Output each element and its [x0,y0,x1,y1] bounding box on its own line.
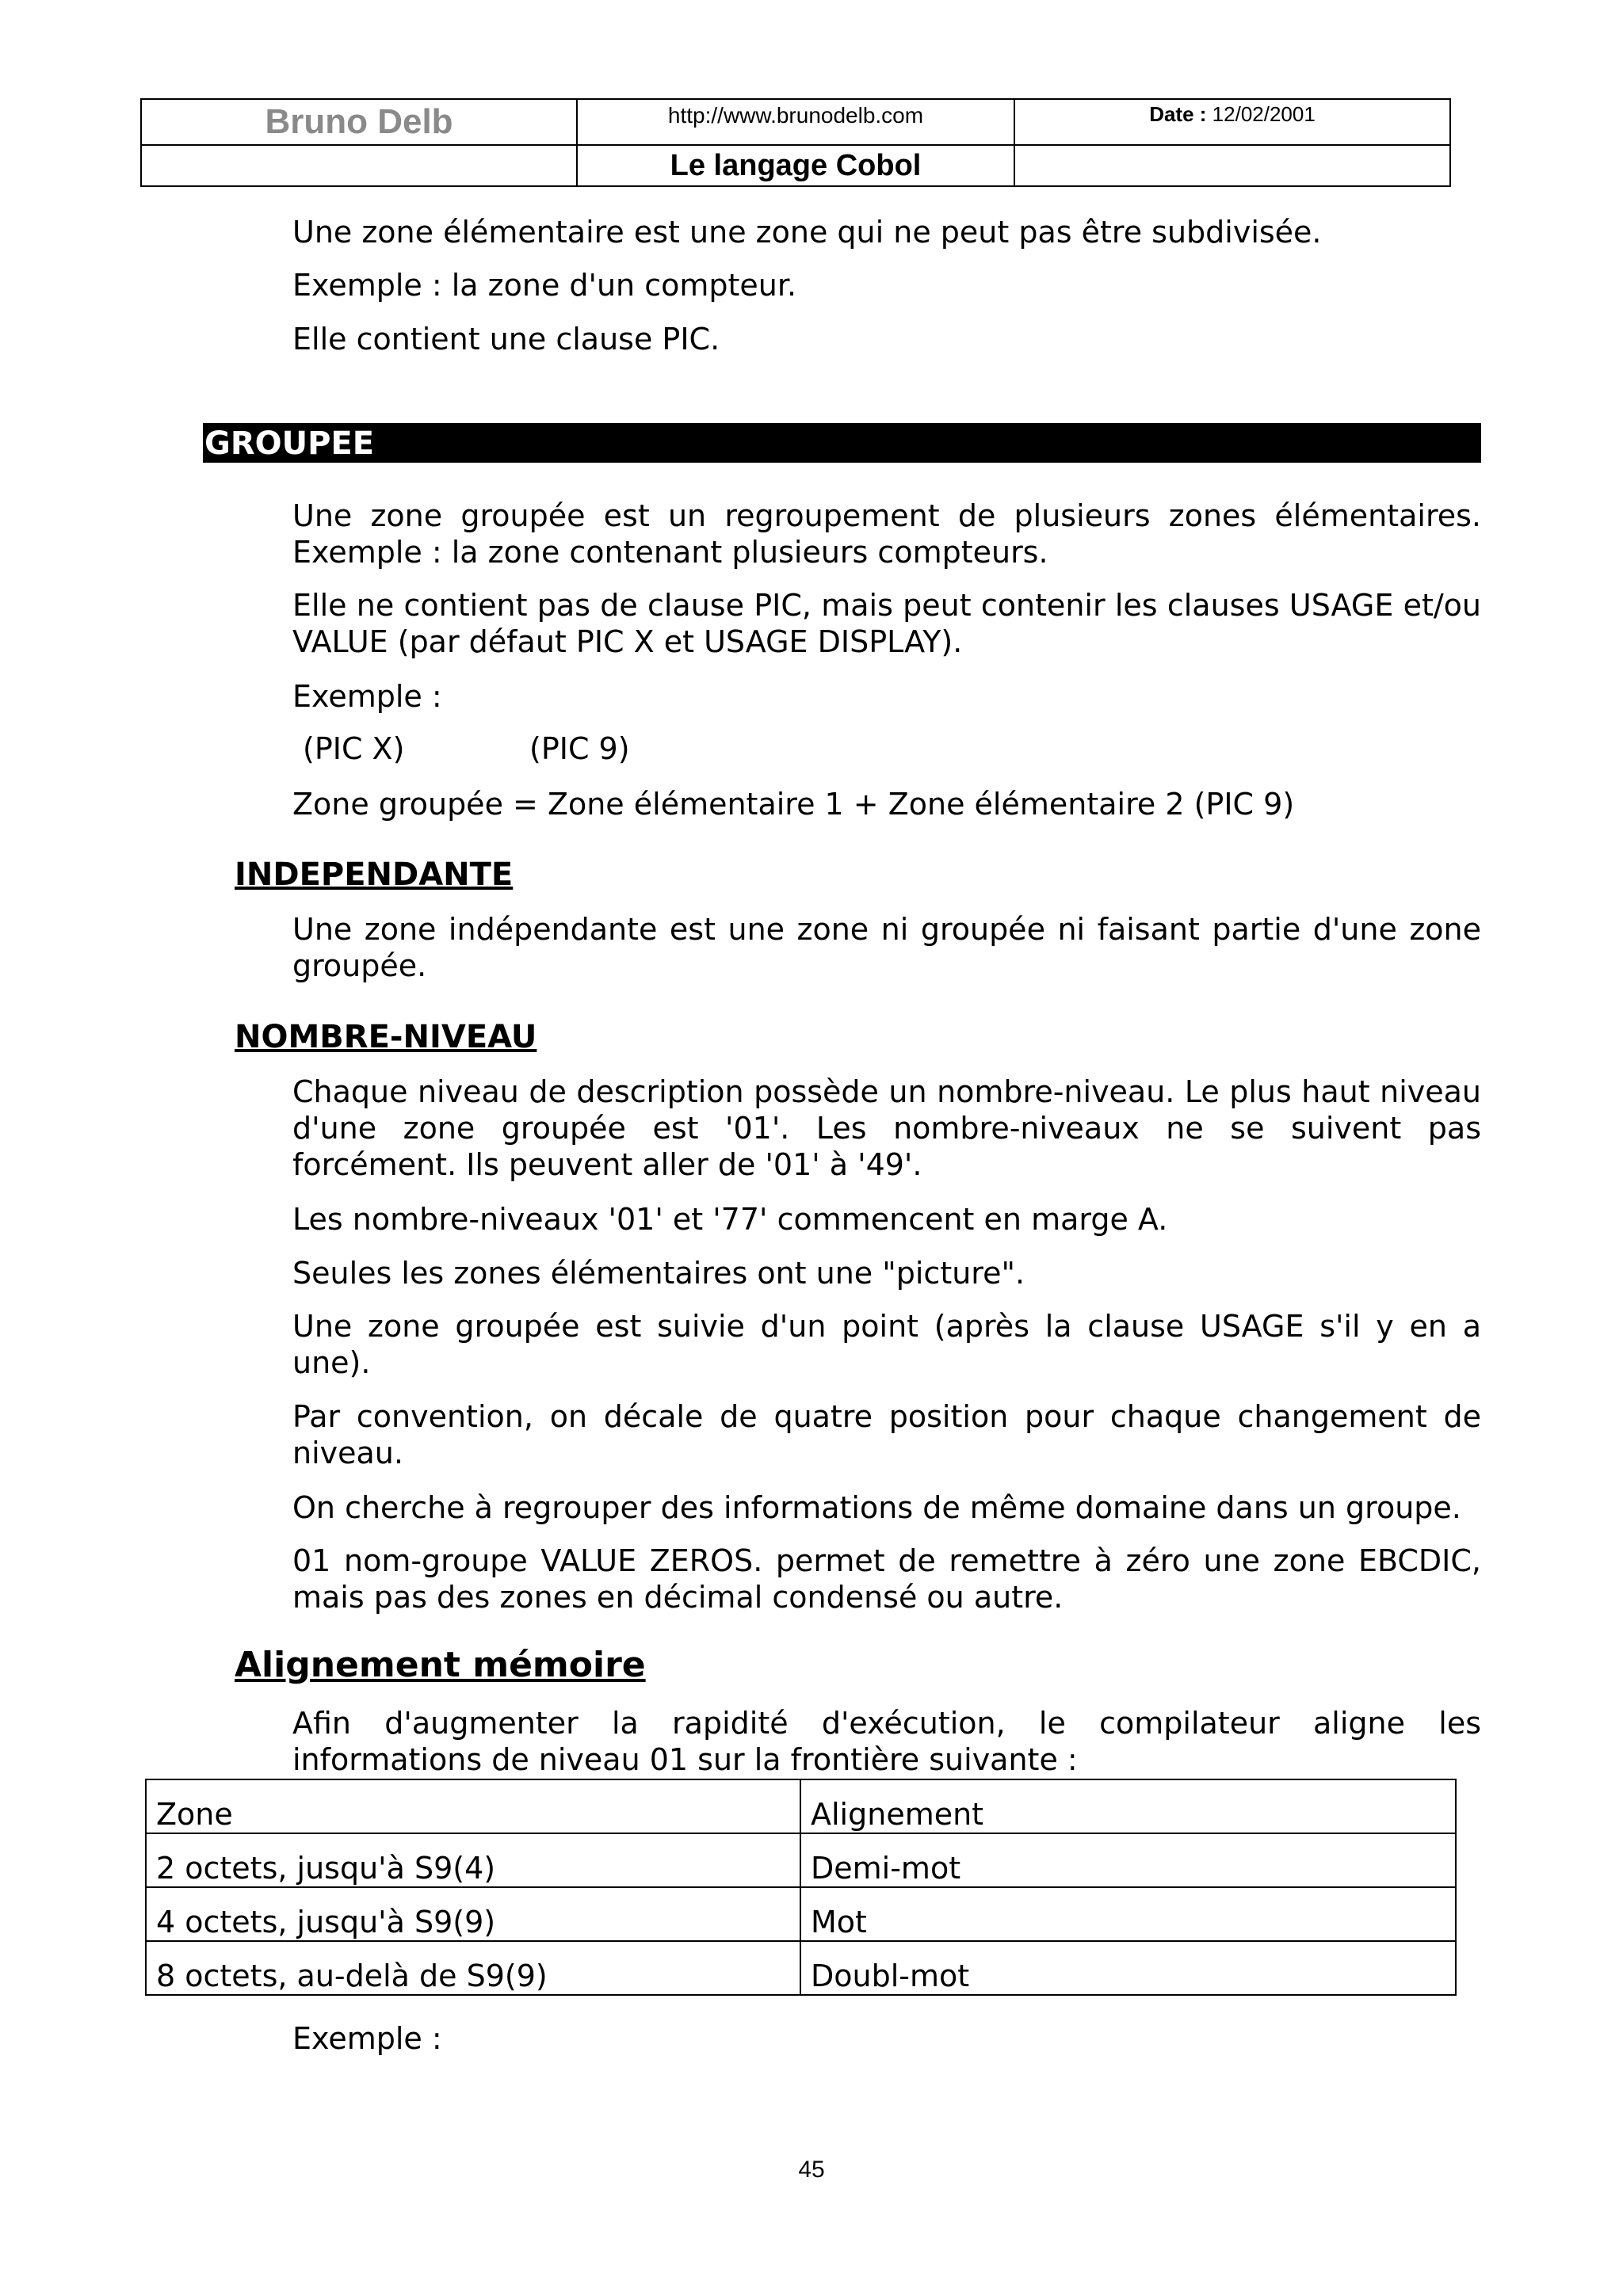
header-date [1014,99,1450,145]
intro-paragraph: Exemple : la zone d'un compteur. [292,268,797,303]
table-cell-zone: 8 octets, au-delà de S9(9) [146,1941,800,1995]
section-bar-groupee: GROUPEE [203,423,1481,463]
independante-paragraph: Une zone indépendante est une zone ni groupée ni faisant partie d'une zone groupée. [292,912,1481,983]
page-header-table [140,98,1451,187]
pic-x-label: (PIC X) [303,731,405,766]
header-url: http://www.brunodelb.com [577,99,1014,145]
table-row [146,1833,1456,1887]
table-header-cell: Zone [146,1779,800,1833]
table-row [146,1887,1456,1941]
nombre-niveau-paragraph: Les nombre-niveaux '01' et '77' commencent en marge A. [292,1202,1168,1237]
groupee-paragraph: Exemple : [292,679,442,714]
table-row [146,1941,1456,1995]
header-date-value: 12/02/2001 [1212,102,1316,126]
nombre-niveau-paragraph: Chaque niveau de description possède un nombre-niveau. Le plus haut niveau d'une zone groupée est '01'. Les nombre-niveaux ne se suivent pas forcément. Ils peuvent aller de '01' à '49'. [292,1074,1481,1182]
intro-paragraph: Elle contient une clause PIC. [292,322,720,357]
heading-nombre-niveau: NOMBRE-NIVEAU [235,1019,537,1055]
header-doc-title: Le langage Cobol [577,145,1014,186]
nombre-niveau-paragraph: Une zone groupée est suivie d'un point (après la clause USAGE s'il y en a une). [292,1309,1481,1380]
header-empty-cell [1014,145,1450,186]
table-cell-alignement: Doubl-mot [800,1941,1456,1995]
intro-paragraph: Une zone élémentaire est une zone qui ne peut pas être subdivisée. [292,215,1322,250]
table-header-row [146,1779,1456,1833]
heading-alignement-memoire: Alignement mémoire [235,1645,646,1685]
nombre-niveau-paragraph: Seules les zones élémentaires ont une "picture". [292,1256,1025,1291]
table-cell-zone: 4 octets, jusqu'à S9(9) [146,1887,800,1941]
groupee-paragraph: Zone groupée = Zone élémentaire 1 + Zone élémentaire 2 (PIC 9) [292,787,1295,822]
alignement-paragraph: Exemple : [292,2021,442,2056]
table-cell-alignement: Demi-mot [800,1833,1456,1887]
page-number: 45 [798,2157,825,2183]
table-header-cell: Alignement [800,1779,1456,1833]
alignement-paragraph: Afin d'augmenter la rapidité d'exécution, le compilateur aligne les informations de niveau 01 sur la frontière suivante : [292,1706,1481,1777]
groupee-paragraph: Une zone groupée est un regroupement de plusieurs zones élémentaires. Exemple : la zone contenant plusieurs compteurs. [292,498,1481,570]
table-cell-zone: 2 octets, jusqu'à S9(4) [146,1833,800,1887]
groupee-paragraph: Elle ne contient pas de clause PIC, mais peut contenir les clauses USAGE et/ou VALUE (par défaut PIC X et USAGE DISPLAY). [292,588,1481,659]
header-author: Bruno Delb [141,99,577,145]
heading-independante: INDEPENDANTE [235,856,514,893]
pic-9-label: (PIC 9) [529,731,630,766]
nombre-niveau-paragraph: Par convention, on décale de quatre position pour chaque changement de niveau. [292,1399,1481,1470]
header-date-label: Date : [1149,102,1207,126]
header-empty-cell [141,145,577,186]
nombre-niveau-paragraph: 01 nom-groupe VALUE ZEROS. permet de remettre à zéro une zone EBCDIC, mais pas des zones en décimal condensé ou autre. [292,1543,1481,1615]
table-cell-alignement: Mot [800,1887,1456,1941]
alignment-table [145,1779,1457,1996]
nombre-niveau-paragraph: On cherche à regrouper des informations de même domaine dans un groupe. [292,1490,1461,1525]
